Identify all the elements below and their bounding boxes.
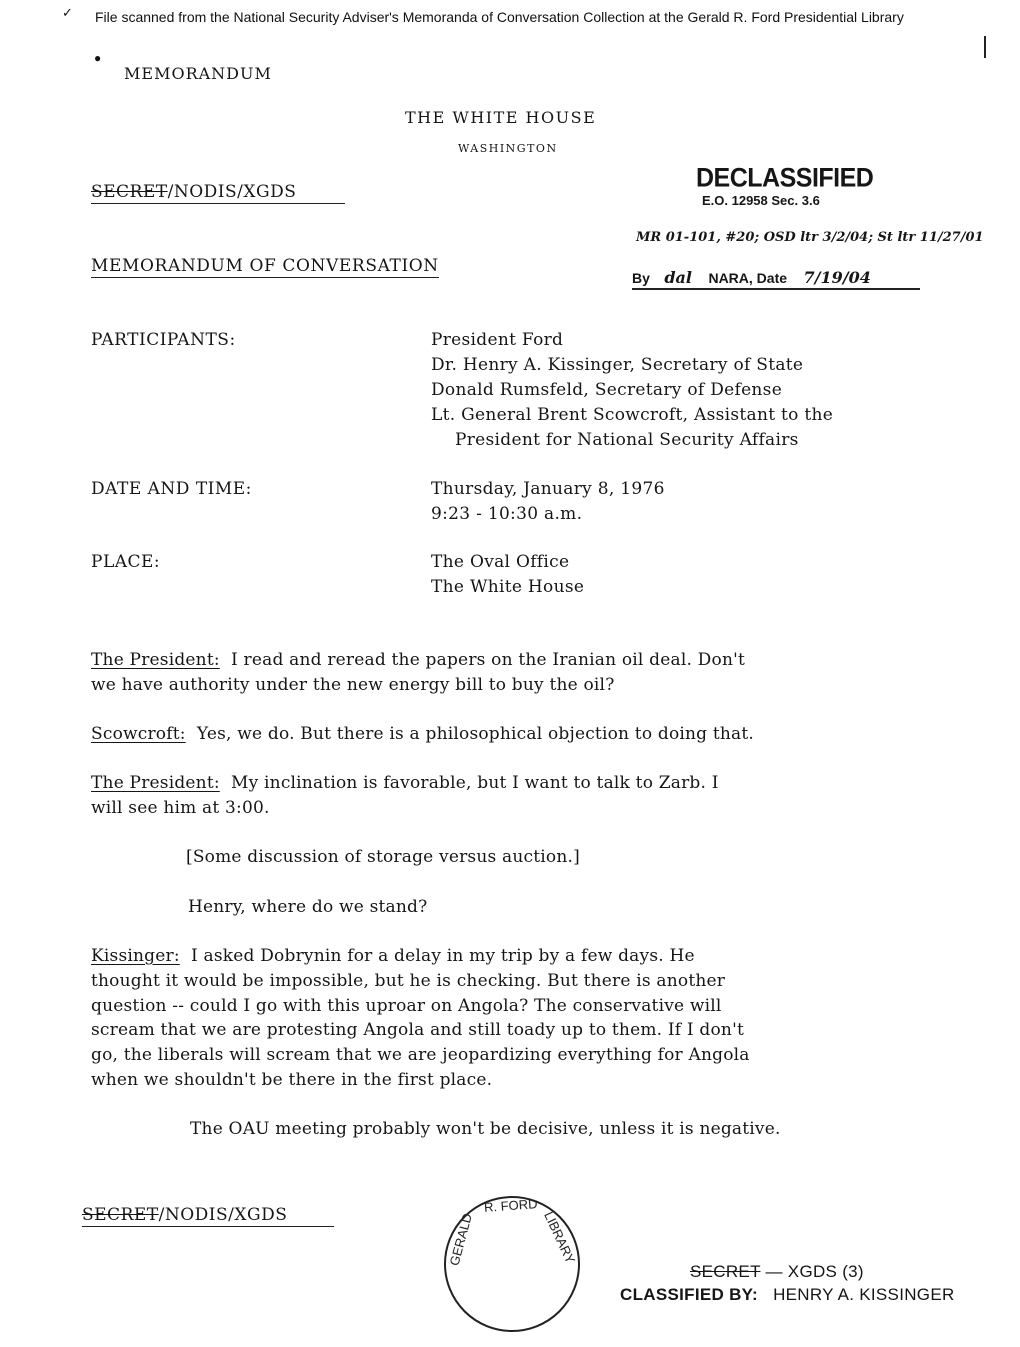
- paragraph-president-1: [91, 650, 745, 670]
- paragraph-kissinger: [91, 946, 695, 966]
- secret-struck: SECRET: [690, 1262, 761, 1281]
- classification-rest: /NODIS/XGDS: [158, 1205, 288, 1225]
- secret-rest: — XGDS (3): [760, 1262, 864, 1281]
- meeting-date: Thursday, January 8, 1976: [431, 479, 665, 499]
- statement-continuation: will see him at 3:00.: [91, 798, 270, 818]
- declassification-reference: MR 01-101, #20; OSD ltr 3/2/04; St ltr 11/27/01: [636, 230, 984, 245]
- speaker-label: The President:: [91, 773, 220, 793]
- date-time-label: DATE AND TIME:: [91, 479, 252, 499]
- by-initials: dal: [664, 268, 692, 287]
- institution-name: THE WHITE HOUSE: [405, 108, 597, 127]
- place-line: The Oval Office: [431, 552, 570, 572]
- paragraph-president-2: [91, 773, 719, 793]
- institution-city: WASHINGTON: [458, 142, 558, 155]
- declassified-stamp: DECLASSIFIED: [696, 162, 874, 194]
- ford-library-stamp: [444, 1196, 580, 1332]
- classification-rest: /NODIS/XGDS: [167, 182, 297, 202]
- stamp-word: R. FORD: [483, 1196, 538, 1215]
- statement-text: I asked Dobrynin for a delay in my trip by a few days. He: [191, 946, 695, 966]
- classified-by: [620, 1285, 955, 1305]
- bullet-mark: ●: [94, 51, 102, 65]
- participants-label: PARTICIPANTS:: [91, 330, 236, 350]
- meeting-time: 9:23 - 10:30 a.m.: [431, 504, 583, 524]
- classification-struck: SECRET: [91, 182, 168, 202]
- classified-by-name: HENRY A. KISSINGER: [773, 1285, 955, 1304]
- statement-continuation: when we shouldn't be there in the first place.: [91, 1070, 493, 1090]
- by-prefix: By: [632, 270, 650, 286]
- participant: President Ford: [431, 330, 564, 350]
- place-label: PLACE:: [91, 552, 161, 572]
- statement-text: My inclination is favorable, but I want to talk to Zarb. I: [231, 773, 719, 793]
- statement-continuation: question -- could I go with this uproar on Angola? The conservative will: [91, 996, 722, 1016]
- declassification-authority: E.O. 12958 Sec. 3.6: [702, 193, 820, 208]
- statement-text: I read and reread the papers on the Iranian oil deal. Don't: [231, 650, 746, 670]
- document-title: MEMORANDUM OF CONVERSATION: [91, 256, 439, 276]
- statement-continuation: scream that we are protesting Angola and still toady up to them. If I don't: [91, 1020, 744, 1040]
- statement-continuation: go, the liberals will scream that we are jeopardizing everything for Angola: [91, 1045, 750, 1065]
- participant: Dr. Henry A. Kissinger, Secretary of State: [431, 355, 804, 375]
- declassification-signoff: [632, 268, 920, 290]
- margin-rule: [984, 36, 986, 58]
- memorandum-label: MEMORANDUM: [124, 64, 272, 83]
- paragraph-scowcroft: [91, 724, 754, 744]
- speaker-label: Scowcroft:: [91, 724, 186, 744]
- speaker-label: Kissinger:: [91, 946, 180, 966]
- bracketed-note: [Some discussion of storage versus auction.]: [186, 847, 580, 867]
- footer-secret-xgds: [690, 1262, 864, 1282]
- place-line: The White House: [431, 577, 585, 597]
- classification-struck: SECRET: [82, 1205, 159, 1225]
- henry-question: Henry, where do we stand?: [188, 897, 428, 917]
- statement-continuation: thought it would be impossible, but he is checking. But there is another: [91, 971, 726, 991]
- participant: Donald Rumsfeld, Secretary of Defense: [431, 380, 783, 400]
- statement-text: Yes, we do. But there is a philosophical objection to doing that.: [196, 724, 754, 744]
- footer-classification: [82, 1205, 334, 1227]
- stamp-word: GERALD: [446, 1211, 475, 1268]
- statement-continuation: we have authority under the new energy bill to buy the oil?: [91, 675, 615, 695]
- stamp-word: LIBRARY: [541, 1209, 579, 1266]
- oau-paragraph: The OAU meeting probably won't be decisive, unless it is negative.: [190, 1119, 781, 1139]
- classified-by-label: CLASSIFIED BY:: [620, 1285, 759, 1304]
- check-mark: ✓: [62, 5, 73, 20]
- declassification-date: 7/19/04: [803, 268, 871, 287]
- scan-source-note: File scanned from the National Security Adviser's Memoranda of Conversation Collection at the Gerald R. Ford Presidential Library: [95, 9, 904, 25]
- speaker-label: The President:: [91, 650, 220, 670]
- nara-date-label: NARA, Date: [708, 270, 788, 286]
- classification-header: [91, 182, 345, 204]
- participant: President for National Security Affairs: [455, 430, 799, 450]
- participant: Lt. General Brent Scowcroft, Assistant to the: [431, 405, 834, 425]
